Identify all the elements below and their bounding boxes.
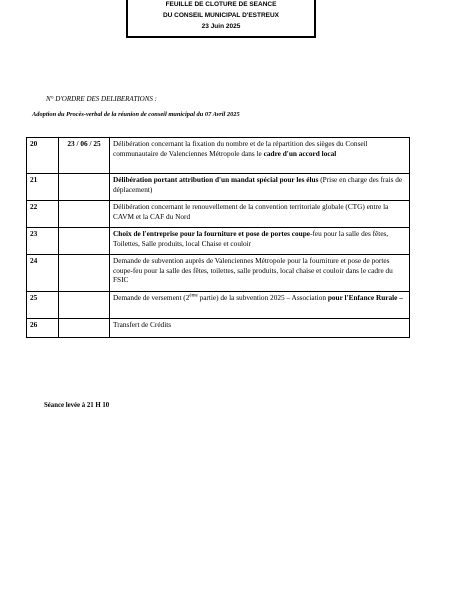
table-row xyxy=(27,201,410,228)
row-text: Demande de versement (2 xyxy=(113,293,190,302)
row-text: Demande de subvention auprès de Valenciennes Métropole pour la fourniture et pose de portes coupe-feu pour la salle des fêtes, toilettes, salle produits, local chaise et couloir dans le cadre du FSIC xyxy=(113,256,393,285)
row-date xyxy=(59,174,110,201)
seance-levee: Séance levée à 21 H 10 xyxy=(44,402,110,409)
row-text-bold: Délibération portant attribution d'un mandat spécial pour les élus xyxy=(113,175,319,184)
row-text-bold: cadre d'un accord local xyxy=(263,148,337,158)
ordre-title: N° D'ORDRE DES DELIBERATIONS : xyxy=(46,95,157,103)
row-text-bold: Choix de l'entreprise pour la fourniture et pose de portes coupe xyxy=(113,229,311,238)
row-number: 26 xyxy=(27,319,59,338)
row-number: 23 xyxy=(27,228,59,255)
row-text: (Prise en charge des frais de déplacement) xyxy=(113,175,403,194)
row-description xyxy=(110,228,410,255)
row-date xyxy=(59,292,110,319)
row-number: 24 xyxy=(27,255,59,292)
row-date xyxy=(59,319,110,338)
row-description xyxy=(110,292,410,319)
row-date xyxy=(59,255,110,292)
table-row xyxy=(27,138,410,174)
row-date xyxy=(59,228,110,255)
table-row xyxy=(27,174,410,201)
table-row xyxy=(27,228,410,255)
adoption-line: Adoption du Procès-verbal de la réunion de conseil municipal du 07 Avril 2025 xyxy=(32,111,240,118)
table-row xyxy=(27,292,410,319)
row-number: 21 xyxy=(27,174,59,201)
row-text: Délibération concernant la fixation du nombre et de la répartition des sièges du Conseil communautaire de Valenciennes Métropole dans le xyxy=(113,139,368,158)
row-text: Délibération concernant le renouvellement de la convention territoriale globale (CTG) entre la CAVM et la CAF du Nord xyxy=(113,202,389,221)
row-text: partie) de la subvention 2025 – Association xyxy=(197,293,328,302)
header-council: DU CONSEIL MUNICIPAL D'ESTREUX xyxy=(162,12,280,19)
row-text-bold: pour l'Enfance Rurale – xyxy=(327,293,403,302)
row-text: Transfert de Crédits xyxy=(113,320,172,329)
row-text: -feu pour la salle des fêtes, Toilettes, Salle produits, local Chaise et couloir xyxy=(113,229,389,248)
row-description xyxy=(110,201,410,228)
header-date: 23 Juin 2025 xyxy=(201,23,241,30)
row-number: 25 xyxy=(27,292,59,319)
row-description xyxy=(110,138,410,174)
row-description xyxy=(110,174,410,201)
row-number: 22 xyxy=(27,201,59,228)
row-number: 20 xyxy=(27,138,59,174)
row-superscript: ème xyxy=(189,293,198,299)
row-date xyxy=(59,201,110,228)
row-description xyxy=(110,319,410,338)
table-row xyxy=(27,255,410,292)
deliberations-table xyxy=(26,137,410,338)
header-title: FEUILLE DE CLOTURE DE SEANCE xyxy=(165,1,277,8)
row-description xyxy=(110,255,410,292)
table-row xyxy=(27,319,410,338)
header-box xyxy=(126,0,316,38)
row-date: 23 / 06 / 25 xyxy=(59,138,110,174)
